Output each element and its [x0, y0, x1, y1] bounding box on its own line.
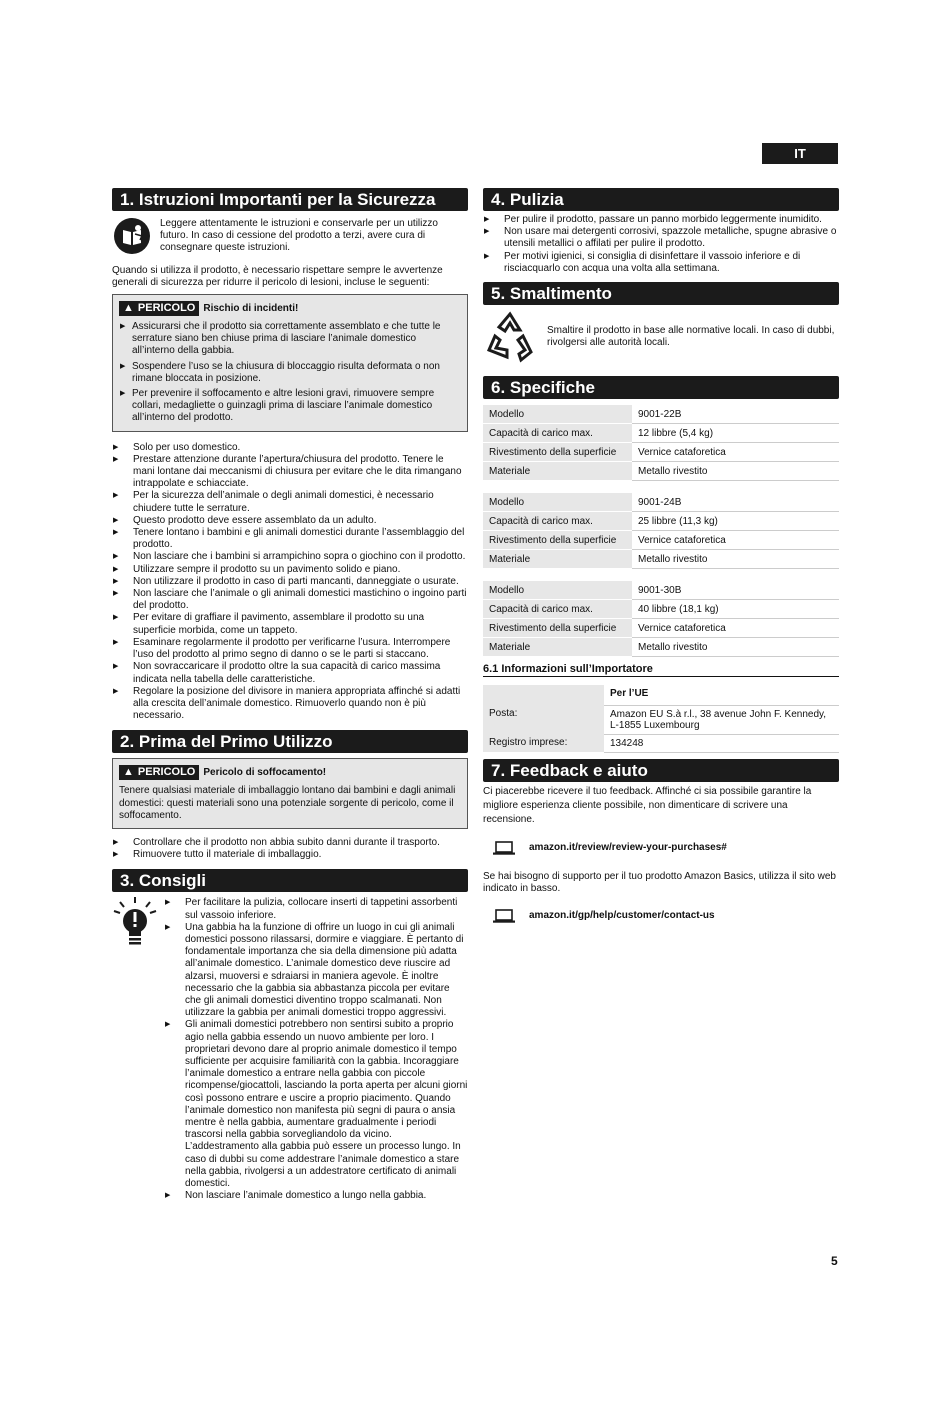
laptop-icon [493, 909, 515, 923]
review-link-row[interactable] [483, 841, 839, 855]
list-item: ▶ Per facilitare la pulizia, collocare inserti di tappetini assorbenti sul vassoio inferiore. [165, 897, 458, 921]
section-7-title: 7. Feedback e aiuto [483, 759, 839, 782]
table-row: Per l’UE [483, 685, 839, 705]
table-row: Capacità di carico max. 12 libbre (5,4 kg) [483, 424, 839, 443]
table-row: Capacità di carico max. 40 libbre (18,1 kg) [483, 600, 839, 619]
list-item: ▶ Tenere lontano i bambini e gli animali domestici durante l’assemblaggio del prodotto. [113, 527, 465, 551]
warning-triangle-icon: ▲ [123, 766, 134, 779]
list-item: ▶ Non usare mai detergenti corrosivi, spazzole metalliche, spugne abrasive o utensili metallici o affilati per pulire il prodotto. [484, 226, 837, 250]
cleaning-list [483, 214, 839, 275]
list-item: ▶ Per pulire il prodotto, passare un panno morbido leggermente inumidito. [484, 214, 822, 225]
language-tab: IT [762, 143, 838, 164]
intro-block [112, 218, 468, 255]
tips-block [112, 897, 468, 1202]
section-4-title: 4. Pulizia [483, 188, 839, 211]
list-item: ▶ Sospendere l’uso se la chiusura di bloccaggio risulta deformata o non rimane bloccata in posizione. [120, 360, 440, 384]
list-item: ▶ Non lasciare che i bambini si arrampichino sopra o giochino con il prodotto. [113, 551, 466, 563]
recycle-icon [483, 310, 537, 364]
list-item: ▶ Per la sicurezza dell’animale o degli animali domestici, è necessario chiudere tutte le serrature. [113, 490, 434, 514]
list-item: ▶ Per motivi igienici, si consiglia di disinfettare il vassoio inferiore e di risciacquarlo con acqua una volta alla settimana. [484, 250, 801, 274]
list-item: ▶ Per prevenire il soffocamento e altre lesioni gravi, rimuovere sempre collari, medagliette o guinzagli prima di lasciare l’animale domestico all’interno del prodotto. [120, 388, 435, 424]
list-item: ▶ Utilizzare sempre il prodotto su un pavimento solido e piano. [113, 563, 401, 575]
table-row: Registro imprese: 134248 [483, 734, 839, 752]
list-item: ▶ Gli animali domestici potrebbero non sentirsi subito a proprio agio nella gabbia essendo un nuovo ambiente per loro. I proprietari devono dare al proprio animale domestico il tempo sufficiente per acquisire familiarità con la gabbia. Incoraggiare l’animale domestico a entrare nella gabbia con piccole ricompense/giocattoli, lasciando la porta aperta per alcuni giorni così possono entrare e uscire a proprio piacimento. Quando l’animale domestico non manifesta più segni di paura o ansia mentre è nella gabbia, aumentare gradualmente i periodi trascorsi nella gabbia sorvegliandolo da vicino. L’addestramento alla gabbia può essere un processo lungo. In caso di dubbi su come addestrare l’animale domestico a stare nella gabbia, rivolgersi a un addestratore certificato di animali domestici. [165, 1019, 468, 1189]
table-row: Rivestimento della superficie Vernice cataforetica [483, 531, 839, 550]
section-3-title: 3. Consigli [112, 869, 468, 892]
list-item: ▶ Rimuovere tutto il materiale di imballaggio. [113, 849, 322, 861]
list-item: ▶ Non lasciare che l’animale o gli animali domestici mastichino o ingoino parti del prodotto. [113, 588, 467, 612]
support-text: Se hai bisogno di supporto per il tuo prodotto Amazon Basics, utilizza il sito web indicato in basso. [483, 870, 836, 894]
section-1-title: 1. Istruzioni Importanti per la Sicurezza [112, 188, 468, 211]
right-column [483, 188, 839, 923]
spec-table-24b [483, 493, 839, 569]
importer-table [483, 685, 839, 753]
list-item: ▶ Non utilizzare il prodotto in caso di parti mancanti, danneggiate o usurate. [113, 575, 459, 587]
warning-title: Pericolo di soffocamento! [203, 767, 327, 779]
table-row: Materiale Metallo rivestito [483, 462, 839, 481]
list-item: ▶ Esaminare regolarmente il prodotto per verificarne l’usura. Interrompere l’uso del prodotto al primo segno di danno o se le parti si staccano. [113, 636, 451, 661]
list-item: ▶ Non sovraccaricare il prodotto oltre la sua capacità di carico massima indicata nella tabella delle caratteristiche. [113, 661, 441, 685]
section-2-title: 2. Prima del Primo Utilizzo [112, 730, 468, 753]
before-use-list [112, 837, 468, 861]
disposal-block [483, 310, 839, 364]
spec-table-22b [483, 405, 839, 481]
spec-table-30b [483, 581, 839, 657]
warning-triangle-icon: ▲ [123, 302, 134, 315]
support-link-row[interactable] [483, 909, 839, 923]
review-link[interactable]: amazon.it/review/review-your-purchases# [529, 842, 727, 854]
section-5-title: 5. Smaltimento [483, 282, 839, 305]
page-number: 5 [831, 1254, 838, 1268]
list-item: ▶ Regolare la posizione del divisore in maniera appropriata affinché si adatti alla crescita dell’animale domestico. Rimuoverlo quando non è più necessario. [113, 685, 461, 722]
list-item: ▶ Non lasciare l’animale domestico a lungo nella gabbia. [165, 1190, 427, 1202]
disposal-text: Smaltire il prodotto in base alle normative locali. In caso di dubbi, rivolgersi alle autorità locali. [547, 324, 835, 349]
list-item: ▶ Prestare attenzione durante l’apertura/chiusura del prodotto. Tenere le mani lontane dai meccanismi di chiusura per evitare che le dita rimangano intrappolate e schiacciate. [113, 453, 462, 490]
list-item: ▶ Assicurarsi che il prodotto sia correttamente assemblato e che tutte le serrature siano ben chiuse prima di lasciare l’animale domestico all’interno della gabbia. [120, 321, 441, 357]
table-row: Rivestimento della superficie Vernice cataforetica [483, 619, 839, 638]
warning-title: Rischio di incidenti! [203, 303, 299, 315]
laptop-icon [493, 841, 515, 855]
left-column [112, 188, 468, 1202]
list-item: ▶ Solo per uso domestico. [113, 441, 241, 453]
list-item: ▶ Questo prodotto deve essere assemblato da un adulto. [113, 514, 377, 526]
table-row: Modello 9001-24B [483, 493, 839, 512]
list-item: ▶ Una gabbia ha la funzione di offrire un luogo in cui gli animali domestici possono rilassarsi, dormire e viaggiare. È pertanto di fondamentale importanza che sia della dimensione più adatta all’animale domestico. L’animale domestico deve riuscire ad alzarsi, muoversi e sdraiarsi in maniera agevole. È inoltre necessario che la gabbia sia abbastanza piccola per evitare che gli animali domestici diventino troppo scalmanati. Non utilizzare la gabbia per animali domestici troppo aggressivi. [165, 921, 464, 1019]
intro-text: Leggere attentamente le istruzioni e conservarle per un utilizzo futuro. In caso di cessione del prodotto a terzi, avere cura di consegnare queste istruzioni. [160, 218, 438, 254]
read-manual-icon [114, 218, 150, 254]
warning-box-suffocation [112, 758, 468, 829]
section-6-title: 6. Specifiche [483, 376, 839, 399]
importer-title: 6.1 Informazioni sull’Importatore [483, 663, 839, 677]
safety-paragraph: Quando si utilizza il prodotto, è necessario rispettare sempre le avvertenze generali di sicurezza per ridurre il pericolo di lesioni, incluse le seguenti: [112, 264, 443, 288]
warning-box-incidents [112, 294, 468, 432]
table-row: Capacità di carico max. 25 libbre (11,3 kg) [483, 512, 839, 531]
lightbulb-icon [112, 897, 164, 1202]
feedback-text: Ci piacerebbe ricevere il tuo feedback. Affinché ci sia possibile garantire la migliore esperienza cliente possibile, non dimenticare di scrivere una recensione. [483, 785, 812, 825]
table-row: Posta: Amazon EU S.à r.l., 38 avenue John F. Kennedy, L-1855 Luxembourg [483, 705, 839, 734]
table-row: Materiale Metallo rivestito [483, 638, 839, 657]
list-item: ▶ Per evitare di graffiare il pavimento, assemblare il prodotto su una superficie morbida, come un tappeto. [113, 612, 425, 636]
table-row: Rivestimento della superficie Vernice cataforetica [483, 443, 839, 462]
table-row: Modello 9001-22B [483, 405, 839, 424]
danger-badge: ▲ PERICOLO [119, 301, 199, 316]
support-link[interactable]: amazon.it/gp/help/customer/contact-us [529, 910, 715, 922]
warning-text: Tenere qualsiasi materiale di imballaggio lontano dai bambini e dagli animali domestici: questi materiali sono una potenziale sorgente di pericolo, come il soffocamento. [119, 785, 456, 821]
danger-badge: ▲ PERICOLO [119, 765, 199, 780]
table-row: Materiale Metallo rivestito [483, 550, 839, 569]
list-item: ▶ Controllare che il prodotto non abbia subito danni durante il trasporto. [113, 836, 440, 848]
safety-list [112, 442, 468, 723]
table-row: Modello 9001-30B [483, 581, 839, 600]
